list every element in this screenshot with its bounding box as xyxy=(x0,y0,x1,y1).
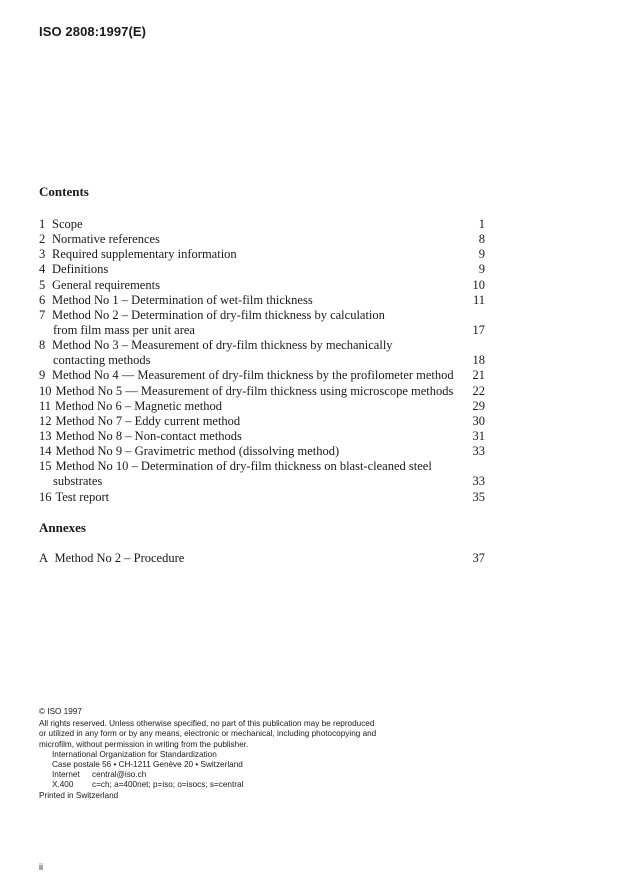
toc-entry-number: 5 xyxy=(39,277,46,292)
toc-entry xyxy=(39,232,485,247)
toc-entry-line xyxy=(39,293,485,308)
toc-entry xyxy=(39,338,485,368)
toc-entry-line xyxy=(39,217,485,232)
toc-entry-number: 11 xyxy=(39,398,52,413)
toc-page-number: 18 xyxy=(472,353,485,368)
annex-entry xyxy=(39,551,485,566)
toc-page-number: 33 xyxy=(472,444,485,459)
internet-address xyxy=(39,770,419,780)
toc-page-number: 1 xyxy=(478,217,485,231)
toc-entry-line xyxy=(39,444,485,459)
toc-page-number: 10 xyxy=(472,277,485,292)
toc-entry-line xyxy=(39,262,485,277)
printed-in: Printed in Switzerland xyxy=(39,790,119,800)
page-number: ii xyxy=(39,862,43,872)
rights-line-2: or utilized in any form or by any means, electronic or mechanical, including photocopying and xyxy=(39,729,377,739)
toc-page-number: 9 xyxy=(478,247,485,262)
toc-entry xyxy=(39,414,485,429)
toc-entry xyxy=(39,444,485,459)
toc-entry-title: Method No 9 – Gravimetric method (dissolving method) xyxy=(55,444,340,459)
rights-line-1: All rights reserved. Unless otherwise specified, no part of this publication may be reproduced xyxy=(39,719,375,729)
toc-entry xyxy=(39,429,485,444)
toc-page-number: 17 xyxy=(472,322,485,337)
internet-label: Internet xyxy=(52,770,80,780)
annex-letter: A xyxy=(39,551,48,565)
toc-page-number: 29 xyxy=(472,398,485,413)
x400-label: X.400 xyxy=(52,780,74,790)
toc-entry-number: 1 xyxy=(39,217,46,231)
toc-entry-line xyxy=(39,399,485,414)
toc-entry-number: 7 xyxy=(39,307,46,322)
toc-entry-line xyxy=(39,414,485,429)
toc-entry-title: Method No 5 — Measurement of dry-film thickness using microscope methods xyxy=(55,383,454,398)
toc-entry-number: 2 xyxy=(39,232,46,247)
toc-entry xyxy=(39,293,485,308)
toc-entry xyxy=(39,262,485,277)
toc-entry-line xyxy=(39,490,485,505)
rights-line-3: microfilm, without permission in writing from the publisher. xyxy=(39,739,249,749)
toc-entry-title: General requirements xyxy=(52,277,160,292)
toc-page-number: 21 xyxy=(472,368,485,383)
document-id-header: ISO 2808:1997(E) xyxy=(39,24,147,39)
toc-entry-line xyxy=(39,368,485,383)
toc-entry-title: substrates xyxy=(53,474,103,489)
toc-entry-line xyxy=(39,232,485,247)
toc-entry-line xyxy=(39,308,485,323)
toc-page-number: 9 xyxy=(478,262,485,277)
toc-page-number: 31 xyxy=(472,428,485,443)
toc-entry-continuation xyxy=(39,323,485,338)
toc-entry-line xyxy=(39,459,485,474)
toc-entry xyxy=(39,368,485,383)
organization-name: International Organization for Standardization xyxy=(52,749,217,759)
toc-entry-title: from film mass per unit area xyxy=(53,322,195,337)
toc-page-number: 11 xyxy=(472,292,485,307)
toc-entry-number: 16 xyxy=(39,489,52,504)
toc-entry-number: 15 xyxy=(39,459,52,474)
toc-entry-title: Normative references xyxy=(52,232,160,247)
toc-entry-number: 6 xyxy=(39,292,46,307)
toc-entry-number: 14 xyxy=(39,444,52,459)
table-of-contents xyxy=(39,217,485,505)
x400-value: c=ch; a=400net; p=iso; o=isocs; s=central xyxy=(92,780,244,790)
toc-entry-title: Method No 3 – Measurement of dry-film thickness by mechanically xyxy=(52,338,393,353)
toc-entry-title: Method No 6 – Magnetic method xyxy=(55,398,223,413)
toc-entry-number: 3 xyxy=(39,247,46,262)
toc-page-number: 8 xyxy=(478,232,485,247)
copyright-block xyxy=(39,707,419,801)
toc-entry-title: contacting methods xyxy=(53,353,151,368)
toc-entry-line xyxy=(39,338,485,353)
toc-entry-title: Method No 7 – Eddy current method xyxy=(55,413,241,428)
toc-entry-number: 4 xyxy=(39,262,46,277)
toc-entry-line xyxy=(39,278,485,293)
toc-entry-line xyxy=(39,429,485,444)
toc-entry-title: Method No 4 — Measurement of dry-film thickness by the profilometer method xyxy=(52,368,454,383)
toc-entry-title: Test report xyxy=(55,489,110,504)
toc-entry-title: Method No 1 – Determination of wet-film thickness xyxy=(52,292,313,307)
toc-entry xyxy=(39,459,485,489)
postal-address: Case postale 56 • CH-1211 Genève 20 • Switzerland xyxy=(52,760,243,770)
toc-page-number: 35 xyxy=(472,489,485,504)
annex-page-number: 37 xyxy=(472,551,485,565)
toc-entry xyxy=(39,247,485,262)
contents-heading: Contents xyxy=(39,184,89,199)
copyright-notice: © ISO 1997 xyxy=(39,707,82,716)
toc-entry-title: Method No 8 – Non-contact methods xyxy=(55,428,242,443)
x400-address xyxy=(39,780,419,790)
toc-entry-title: Scope xyxy=(52,217,83,231)
toc-entry-number: 9 xyxy=(39,368,46,383)
toc-entry xyxy=(39,399,485,414)
toc-entry-title: Method No 10 – Determination of dry-film thickness on blast-cleaned steel xyxy=(55,459,432,474)
toc-entry xyxy=(39,384,485,399)
annex-title: Method No 2 – Procedure xyxy=(54,551,185,565)
toc-page-number: 30 xyxy=(472,413,485,428)
toc-page-number: 33 xyxy=(472,474,485,489)
toc-entry xyxy=(39,490,485,505)
toc-entry-title: Method No 2 – Determination of dry-film thickness by calculation xyxy=(52,307,385,322)
toc-entry-line xyxy=(39,247,485,262)
toc-entry-number: 8 xyxy=(39,338,46,353)
toc-entry-title: Definitions xyxy=(52,262,109,277)
toc-entry xyxy=(39,217,485,232)
toc-entry xyxy=(39,278,485,293)
toc-page-number: 22 xyxy=(472,383,485,398)
annexes-heading: Annexes xyxy=(39,520,86,535)
toc-entry-number: 13 xyxy=(39,428,52,443)
toc-entry-number: 12 xyxy=(39,413,52,428)
toc-entry-number: 10 xyxy=(39,383,52,398)
toc-entry xyxy=(39,308,485,338)
toc-entry-continuation xyxy=(39,353,485,368)
toc-entry-line xyxy=(39,384,485,399)
internet-email: central@iso.ch xyxy=(92,770,147,780)
toc-entry-title: Required supplementary information xyxy=(52,247,237,262)
toc-entry-continuation xyxy=(39,474,485,489)
